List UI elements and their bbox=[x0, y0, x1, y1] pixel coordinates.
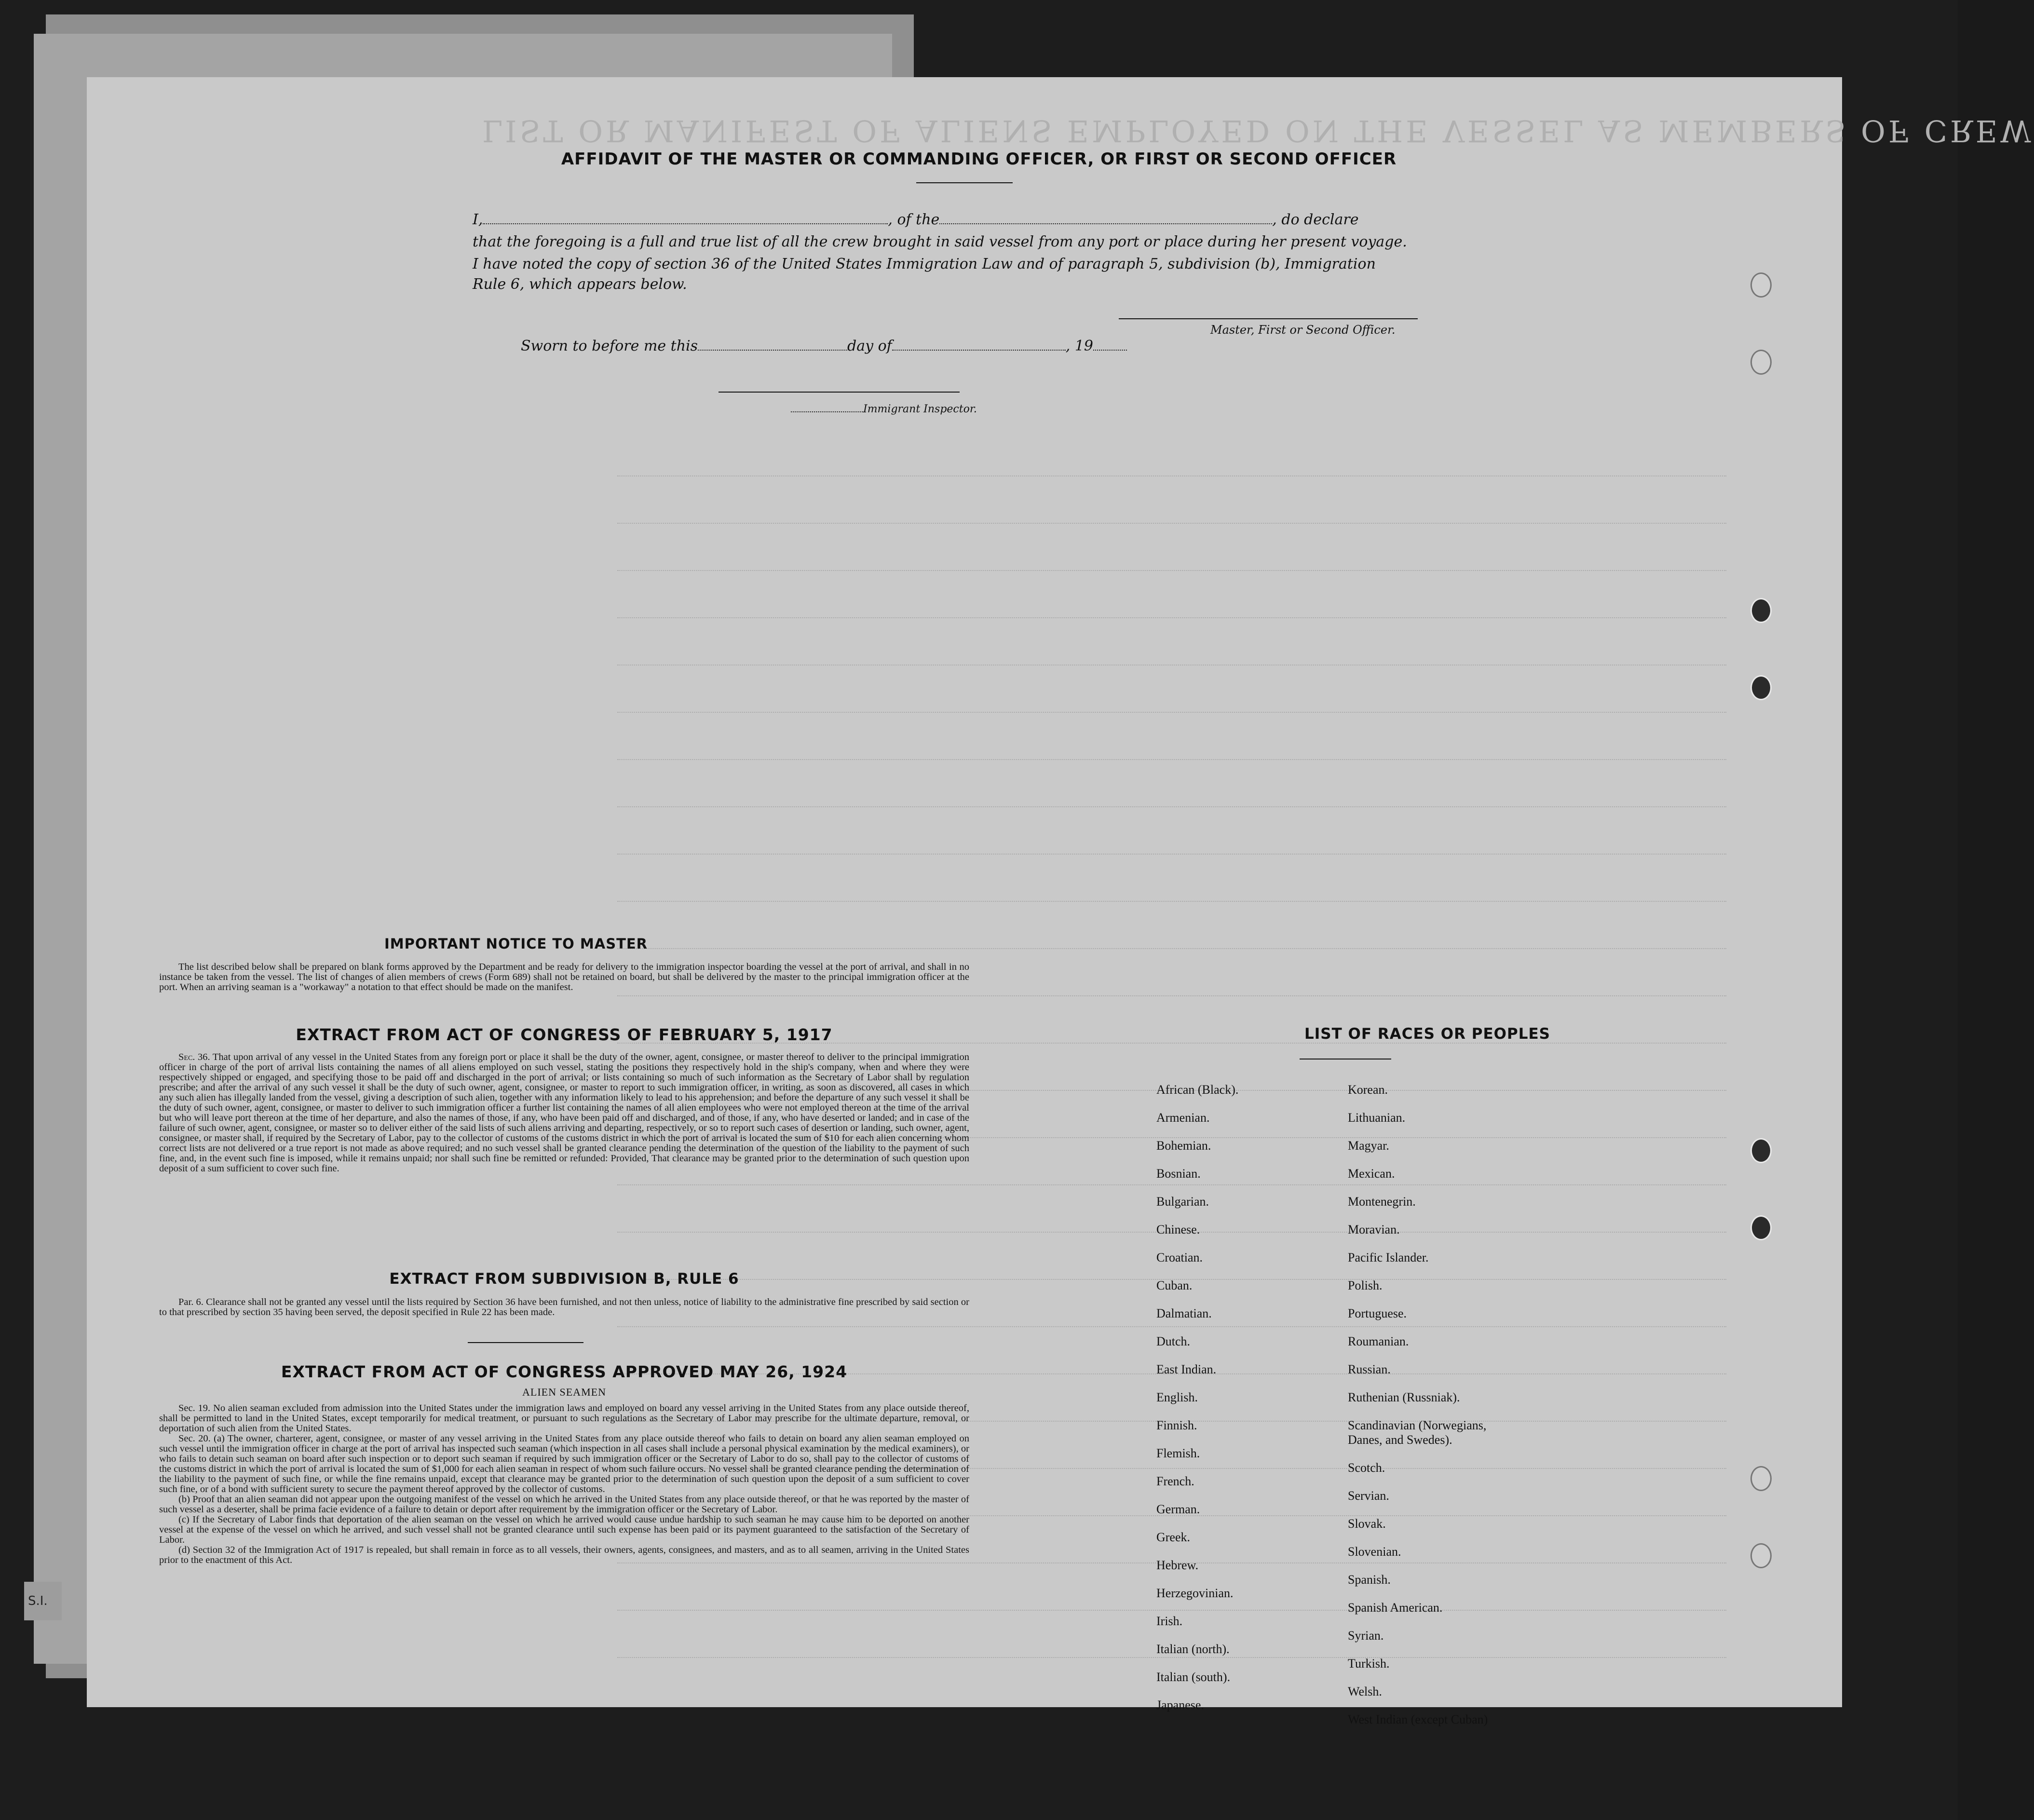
extract-1924-paragraph: (d) Section 32 of the Immigration Act of 1917 is repealed, but shall remain in force as to all vessels, their owners, agents, consignees, and masters, and as to all seamen, arriving in the United States prior to the enactment of this Act. bbox=[159, 1545, 969, 1565]
race-item: Magyar. bbox=[1348, 1139, 1389, 1153]
affidavit-statement: Rule 6, which appears below. bbox=[473, 276, 687, 293]
race-item: German. bbox=[1156, 1502, 1200, 1516]
race-item: East Indian. bbox=[1156, 1362, 1217, 1376]
race-item: Russian. bbox=[1348, 1362, 1391, 1376]
race-item: Scandinavian (Norwegians, bbox=[1348, 1418, 1487, 1432]
affidavit-statement: that the foregoing is a full and true list of all the crew brought in said vessel from any port or place during her present voyage. bbox=[473, 233, 1407, 250]
divider bbox=[916, 182, 1013, 183]
extract-1924-subtitle: ALIEN SEAMEN bbox=[522, 1386, 606, 1398]
bleed-through-row bbox=[617, 557, 1726, 571]
race-item: Moravian. bbox=[1348, 1222, 1400, 1236]
bleed-through-row bbox=[617, 794, 1726, 807]
race-item: Cuban. bbox=[1156, 1278, 1193, 1292]
race-item: Hebrew. bbox=[1156, 1558, 1199, 1572]
sworn-line: Sworn to before me this day of , 19 bbox=[521, 338, 1127, 354]
extract-1924-paragraph: Sec. 19. No alien seaman excluded from admission into the United States under the immigration laws and employed on board any vessel arriving in the United States from any place outside thereof, shall be permitted to land in the United States, except temporarily for medical treatment, or pursuant to such regulations as the Secretary of Labor may prescribe for the ultimate departure, removal, or deportation of such alien from the United States. bbox=[159, 1403, 969, 1434]
inspector-signature: Immigrant Inspector. bbox=[791, 403, 977, 415]
extract-1924-paragraph: Sec. 20. (a) The owner, charterer, agent, consignee, or master of any vessel arriving in the United States from any place outside thereof who fails to detain on board any alien seaman employed on such vessel until the immigration officer in charge at the port of arrival has inspected such seaman (which inspection in all cases shall include a personal physical examination by the medical examiners), or who fails to detain such seaman on board after such inspection or to deport such seaman if required by such immigration officer or the Secretary of Labor to do so, shall pay to the collector of customs of the customs district in which the port of arrival is located the sum of $1,000 for each alien seaman in respect of whom such failure occurs. No vessel shall be granted clearance pending the determination of the liability to the payment of such fine, or while the fine remains unpaid, except that clearance may be granted prior to the determination of such question upon the deposit of a sum sufficient to cover such fine, or of a bond with sufficient surety to secure the payment thereof approved by the collector of customs. bbox=[159, 1433, 969, 1494]
month-blank[interactable] bbox=[892, 350, 1066, 351]
master-signature-line[interactable] bbox=[1119, 318, 1418, 319]
race-item: Roumanian. bbox=[1348, 1334, 1409, 1348]
name-blank[interactable] bbox=[483, 223, 888, 224]
race-item: African (Black). bbox=[1156, 1083, 1239, 1097]
race-item: Polish. bbox=[1348, 1278, 1383, 1292]
race-item: Herzegovinian. bbox=[1156, 1586, 1234, 1600]
inspector-signature-line[interactable] bbox=[719, 392, 960, 393]
race-item: Chinese. bbox=[1156, 1222, 1200, 1236]
race-item: Italian (north). bbox=[1156, 1642, 1230, 1656]
race-item: Italian (south). bbox=[1156, 1670, 1231, 1684]
extract-1924-paragraph: (b) Proof that an alien seaman did not appear upon the outgoing manifest of the vessel on which he arrived in the United States from any place outside thereof, or that he was reported by the master of such vessel as a deserter, shall be prima facie evidence of a failure to detain or deport after requirement by the immigration officer or the Secretary of Labor. bbox=[159, 1494, 969, 1515]
race-item: Bosnian. bbox=[1156, 1167, 1201, 1181]
race-item: Syrian. bbox=[1348, 1629, 1384, 1643]
bleed-through-heading: LIST OR MANIFEST OF ALIENS EMPLOYED ON THE VESSEL AS MEMBERS OF CREW bbox=[482, 113, 2034, 149]
affidavit-title: AFFIDAVIT OF THE MASTER OR COMMANDING OFFICER, OR FIRST OR SECOND OFFICER bbox=[561, 149, 1397, 169]
race-item: Lithuanian. bbox=[1348, 1111, 1406, 1125]
races-title: LIST OF RACES OR PEOPLES bbox=[1304, 1025, 1551, 1043]
extract-1924-text bbox=[159, 1403, 969, 1565]
race-item: Ruthenian (Russniak). bbox=[1348, 1390, 1460, 1404]
bleed-through-row bbox=[617, 605, 1726, 618]
manifest-page bbox=[87, 77, 2034, 1726]
day-blank[interactable] bbox=[698, 350, 847, 351]
binder-hole bbox=[1750, 350, 1772, 375]
notice-text: The list described below shall be prepared on blank forms approved by the Department and be ready for delivery to the immigration inspector boarding the vessel at the port of arrival, and shall in no instance be taken from the vessel. The list of changes of alien members of crews (Form 689) shall not be retained on board, but shall be delivered by the master to the principal immigration officer at the port. When an arriving seaman is a "workaway" a notation to that effect should be made on the manifest. bbox=[159, 962, 969, 992]
race-item: Slovenian. bbox=[1348, 1545, 1401, 1559]
binder-hole bbox=[1750, 598, 1772, 623]
bleed-through-row bbox=[617, 463, 1726, 476]
race-item: Portuguese. bbox=[1348, 1306, 1407, 1320]
race-item: Servian. bbox=[1348, 1489, 1389, 1503]
master-signature-label: Master, First or Second Officer. bbox=[1210, 323, 1396, 337]
vessel-blank[interactable] bbox=[939, 223, 1272, 224]
race-item: Montenegrin. bbox=[1348, 1195, 1416, 1209]
extract-1924-title: EXTRACT FROM ACT OF CONGRESS APPROVED MAY 26, 1924 bbox=[281, 1362, 848, 1381]
race-item: Pacific Islander. bbox=[1348, 1250, 1429, 1264]
race-item: Irish. bbox=[1156, 1614, 1183, 1628]
extract-1924-paragraph: (c) If the Secretary of Labor finds that deportation of the alien seaman on the vessel on which he arrived would cause undue hardship to such seaman he may cause him to be deported on another vessel at the expense of the vessel on which he arrived, and such vessel shall not be granted clearance until such expense has been paid or its payment guaranteed to the satisfaction of the Secretary of Labor. bbox=[159, 1514, 969, 1545]
race-item: Dutch. bbox=[1156, 1334, 1191, 1348]
bleed-through-row bbox=[617, 652, 1726, 666]
race-item: Scotch. bbox=[1348, 1461, 1385, 1475]
race-item: Bulgarian. bbox=[1156, 1195, 1209, 1209]
race-item: Dalmatian. bbox=[1156, 1306, 1212, 1320]
race-item: Turkish. bbox=[1348, 1657, 1390, 1671]
extract-rule6-text: Par. 6. Clearance shall not be granted any vessel until the lists required by Section 36 have been furnished, and not then unless, notice of liability to the administrative fine prescribed by said section or to that prescribed by section 35 having been served, the deposit specified in Rule 22 has been made. bbox=[159, 1297, 970, 1317]
divider bbox=[468, 1342, 583, 1343]
race-item: French. bbox=[1156, 1474, 1194, 1488]
race-item: Finnish. bbox=[1156, 1418, 1197, 1432]
binder-hole bbox=[1750, 1215, 1772, 1240]
race-item: Armenian. bbox=[1156, 1111, 1210, 1125]
race-item: Slovak. bbox=[1348, 1517, 1386, 1531]
race-item: Spanish. bbox=[1348, 1573, 1391, 1587]
race-item: Mexican. bbox=[1348, 1167, 1395, 1181]
affidavit-statement: I have noted the copy of section 36 of the United States Immigration Law and of paragraph 5, subdivision (b), Immigration bbox=[473, 256, 1376, 272]
race-item: Welsh. bbox=[1348, 1684, 1382, 1698]
race-item: Croatian. bbox=[1156, 1250, 1203, 1264]
sheet-stamp: S.I. bbox=[24, 1582, 62, 1620]
affidavit-declaration-line: I, , of the , do declare bbox=[473, 211, 1359, 228]
extract-1917-text: Sec. 36. That upon arrival of any vessel in the United States from any foreign port or place it shall be the duty of the owner, agent, consignee, or master thereof to deliver to the principal immigration officer in charge of the port of arrival lists containing the names of all aliens employed on such vessel, stating the positions they respectively hold in the ship's company, when and where they were respectively shipped or engaged, and specifying those to be paid off and discharged in the port of arrival; or lists containing so much of such information as the Secretary of Labor shall by regulation prescribe; and after the arrival of any such vessel it shall be the duty of such owner, agent, consignee, or master to report to such immigration officer, in writing, as soon as discovered, all cases in which any such alien has illegally landed from the vessel, giving a description of such alien, together with any information likely to lead to his apprehension; and before the departure of any such vessel it shall be the duty of such owner, agent, consignee, or master to deliver to such immigration officer a further list containing the names of all alien employees who were not employed thereon at the time of the arrival but who will leave port thereon at the time of her departure, and also the names of those, if any, who have been paid off and discharged, and of those, if any, who have deserted or landed; and in case of the failure of such owner, agent, consignee, or master so to deliver either of the said lists of such aliens arriving and departing, respectively, or so to report such cases of desertion or landing, such owner, agent, consignee, or master shall, if required by the Secretary of Labor, pay to the collector of customs of the customs district in which the port of arrival is located the sum of $10 for each alien concerning whom correct lists are not delivered or a true report is not made as above required; and no such vessel shall be granted clearance pending the determination of the question of the liability to the payment of such fine, and, in the event such fine is imposed, while it remains unpaid; nor shall such fine be remitted or refunded: Provided, That clearance may be granted prior to the determination of such question upon deposit of a sum sufficient to cover such fine. bbox=[159, 1052, 969, 1174]
race-item: Korean. bbox=[1348, 1083, 1388, 1097]
year-blank[interactable] bbox=[1093, 350, 1127, 351]
bleed-through-row bbox=[617, 936, 1726, 949]
bleed-through-row bbox=[617, 747, 1726, 760]
race-item: Flemish. bbox=[1156, 1446, 1200, 1460]
race-item: Spanish American. bbox=[1348, 1601, 1443, 1615]
extract-rule6-title: EXTRACT FROM SUBDIVISION B, RULE 6 bbox=[389, 1270, 739, 1288]
binder-hole bbox=[1750, 675, 1772, 700]
bleed-through-row bbox=[617, 699, 1726, 713]
race-item: Bohemian. bbox=[1156, 1139, 1211, 1153]
binder-hole bbox=[1750, 1466, 1772, 1491]
bleed-through-row bbox=[617, 841, 1726, 855]
race-item: Japanese. bbox=[1156, 1698, 1204, 1712]
extract-1917-title: EXTRACT FROM ACT OF CONGRESS OF FEBRUARY 5, 1917 bbox=[296, 1025, 833, 1044]
bleed-through-row bbox=[617, 888, 1726, 902]
race-item: West Indian (except Cuban) bbox=[1348, 1712, 1488, 1726]
notice-title: IMPORTANT NOTICE TO MASTER bbox=[384, 936, 648, 952]
binder-hole bbox=[1750, 1543, 1772, 1568]
race-item: English. bbox=[1156, 1390, 1198, 1404]
binder-hole bbox=[1750, 272, 1772, 298]
bleed-through-row bbox=[617, 510, 1726, 524]
race-item: Greek. bbox=[1156, 1530, 1191, 1544]
binder-hole bbox=[1750, 1138, 1772, 1163]
race-item: Danes, and Swedes). bbox=[1348, 1433, 1452, 1447]
